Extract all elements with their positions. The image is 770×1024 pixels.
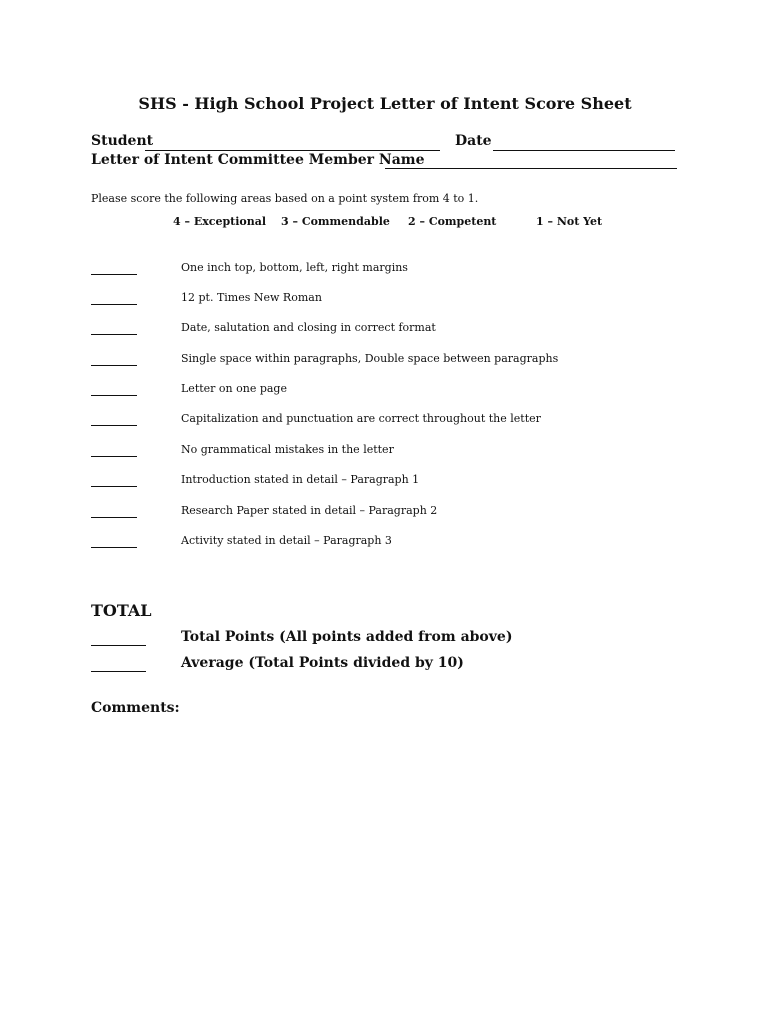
total-heading: TOTAL xyxy=(91,601,152,620)
total-points-label: Total Points (All points added from above) xyxy=(181,629,513,645)
committee-member-label: Letter of Intent Committee Member Name xyxy=(91,152,425,168)
score-blank[interactable] xyxy=(91,334,137,335)
average-blank[interactable] xyxy=(91,671,146,672)
score-blank[interactable] xyxy=(91,365,137,366)
criterion: Activity stated in detail – Paragraph 3 xyxy=(181,534,392,547)
criterion: Introduction stated in detail – Paragraph 1 xyxy=(181,473,420,486)
page-title: SHS - High School Project Letter of Intent Score Sheet xyxy=(138,94,632,113)
criterion: 12 pt. Times New Roman xyxy=(181,291,322,304)
student-field[interactable] xyxy=(145,150,440,151)
comments-label: Comments: xyxy=(91,700,180,716)
score-blank[interactable] xyxy=(91,425,137,426)
instructions: Please score the following areas based on a point system from 4 to 1. xyxy=(91,192,479,205)
student-label: Student xyxy=(91,133,154,149)
date-field[interactable] xyxy=(493,150,675,151)
criterion: One inch top, bottom, left, right margins xyxy=(181,261,408,274)
score-blank[interactable] xyxy=(91,456,137,457)
scale-2: 2 – Competent xyxy=(408,215,497,228)
criterion: Letter on one page xyxy=(181,382,287,395)
criterion: Research Paper stated in detail – Paragraph 2 xyxy=(181,504,438,517)
date-label: Date xyxy=(455,133,492,149)
score-blank[interactable] xyxy=(91,486,137,487)
criterion: No grammatical mistakes in the letter xyxy=(181,443,394,456)
total-points-blank[interactable] xyxy=(91,645,146,646)
committee-member-field[interactable] xyxy=(385,168,677,169)
scale-4: 4 – Exceptional xyxy=(173,215,267,228)
criterion: Capitalization and punctuation are correct throughout the letter xyxy=(181,412,541,425)
score-blank[interactable] xyxy=(91,517,137,518)
criterion: Date, salutation and closing in correct format xyxy=(181,321,436,334)
score-blank[interactable] xyxy=(91,274,137,275)
average-label: Average (Total Points divided by 10) xyxy=(181,655,464,671)
score-blank[interactable] xyxy=(91,304,137,305)
score-blank[interactable] xyxy=(91,395,137,396)
scale-3: 3 – Commendable xyxy=(281,215,390,228)
criterion: Single space within paragraphs, Double space between paragraphs xyxy=(181,352,559,365)
scale-1: 1 – Not Yet xyxy=(536,215,603,228)
score-blank[interactable] xyxy=(91,547,137,548)
